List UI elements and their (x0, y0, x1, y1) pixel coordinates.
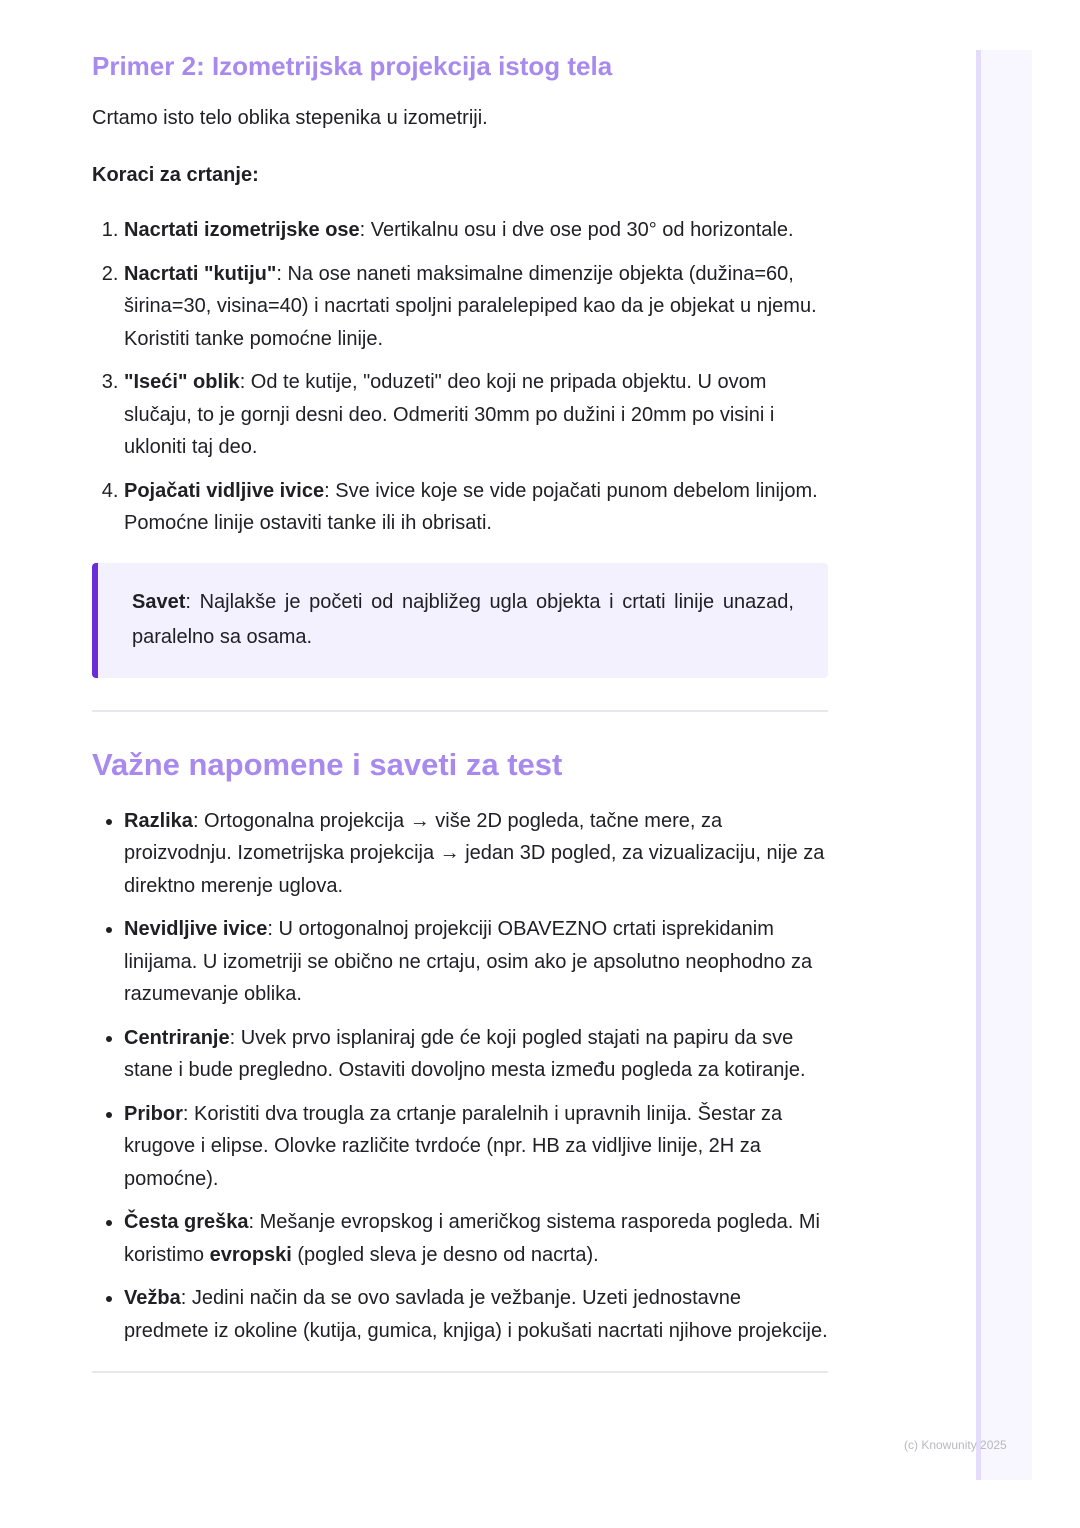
step-item (124, 475, 828, 540)
tip-item (124, 1206, 828, 1271)
tips-list (92, 805, 828, 1348)
step-text: : Vertikalnu osu i dve ose pod 30° od horizontale. (359, 219, 794, 241)
tip-item-bold: Razlika (124, 809, 193, 832)
section1-title: Primer 2: Izometrijska projekcija istog tela (92, 51, 613, 81)
tip-item-text: : Jedini način da se ovo savlada je vežbanje. Uzeti jednostavne predmete iz okoline (kutija, gumica, knjiga) i pokušati nacrtati njihove projekcije. (124, 1287, 828, 1342)
tip-item (124, 1022, 828, 1087)
tip-item (124, 1098, 828, 1196)
tip-item-bold: Centriranje (124, 1026, 230, 1049)
tip-item-bold: Pribor (124, 1102, 183, 1125)
tip-text: : Najlakše je početi od najbližeg ugla objekta i crtati linije unazad, paralelno sa osama. (132, 590, 794, 648)
tip-item (124, 913, 828, 1011)
tip-item-bold-inline: evropski (209, 1243, 292, 1266)
step-text: : Na ose naneti maksimalne dimenzije objekta (dužina=60, širina=30, visina=40) i nacrtati spoljni paralelepiped kao da je objekat u njemu. Koristiti tanke pomoćne linije. (124, 262, 817, 350)
bottom-divider (92, 1371, 828, 1373)
tip-item-bold: Nevidljive ivice (124, 918, 268, 940)
tip-item-text: : Uvek prvo isplaniraj gde će koji pogled stajati na papiru da sve stane i bude pregledno. Ostaviti dovoljno mesta između pogleda za kotiranje. (124, 1026, 806, 1081)
tip-item-text: : Mešanje evropskog i američkog sistema rasporeda pogleda. Mi koristimo (124, 1211, 820, 1266)
right-margin-line (976, 50, 981, 1480)
step-item (124, 258, 828, 356)
tip-label: Savet (132, 590, 186, 613)
step-text: : Sve ivice koje se vide pojačati punom debelom linijom. Pomoćne linije ostaviti tanke ili ih obrisati. (124, 479, 818, 534)
tip-item-text: : Ortogonalna projekcija → više 2D pogleda, tačne mere, za proizvodnju. Izometrijska projekcija → jedan 3D pogled, za vizualizaciju, nije za direktno merenje uglova. (124, 809, 825, 897)
section2-title: Važne napomene i saveti za test (92, 746, 563, 782)
tip-callout (92, 563, 828, 678)
tip-item-bold: Česta greška (124, 1211, 249, 1233)
tip-item (124, 1282, 828, 1347)
tip-item-bold: Vežba (124, 1287, 181, 1309)
document-content (92, 48, 828, 1373)
step-bold: "Iseći" oblik (124, 371, 240, 393)
step-item (124, 366, 828, 464)
step-bold: Nacrtati izometrijske ose (124, 219, 360, 241)
copyright-footer: (c) Knowunity 2025 (904, 1438, 1007, 1452)
section-divider (92, 710, 828, 712)
tip-item-text: : U ortogonalnoj projekciji OBAVEZNO crtati isprekidanim linijama. U izometriji se obično ne crtaju, osim ako je apsolutno neophodno za razumevanje oblika. (124, 918, 813, 1005)
tip-item (124, 805, 828, 903)
steps-heading: Koraci za crtanje: (92, 164, 259, 186)
tip-item-text: : Koristiti dva trougla za crtanje paralelnih i upravnih linija. Šestar za krugove i elipse. Olovke različite tvrdoće (npr. HB za vidljive linije, 2H za pomoćne). (124, 1102, 783, 1190)
step-bold: Pojačati vidljive ivice (124, 479, 325, 502)
tip-item-text-tail: (pogled sleva je desno od nacrta). (291, 1243, 599, 1266)
section1-intro: Crtamo isto telo oblika stepenika u izometriji. (92, 107, 488, 129)
step-item (124, 214, 828, 247)
step-bold: Nacrtati "kutiju" (124, 262, 277, 285)
step-text: : Od te kutije, "oduzeti" deo koji ne pripada objektu. U ovom slučaju, to je gornji desni deo. Odmeriti 30mm po dužini i 20mm po visini i ukloniti taj deo. (124, 371, 775, 458)
right-margin-panel (976, 50, 1032, 1480)
steps-list (92, 214, 828, 540)
